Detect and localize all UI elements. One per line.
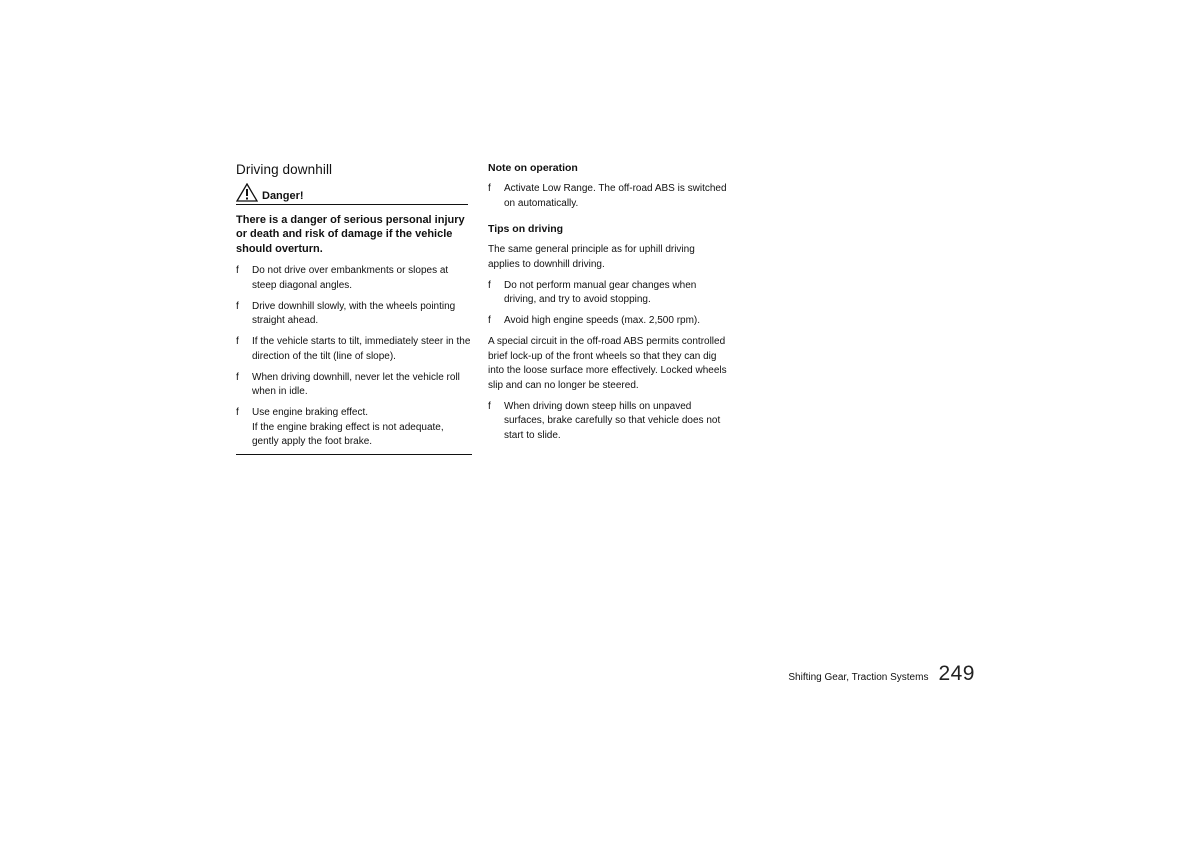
list-item bbox=[236, 371, 472, 400]
list-item bbox=[236, 300, 472, 329]
list-item bbox=[236, 406, 472, 450]
bullet-mark: f bbox=[488, 400, 491, 412]
list-item bbox=[236, 335, 472, 364]
page-number: 249 bbox=[938, 662, 975, 685]
bullet-text: Do not drive over embankments or slopes at steep diagonal angles. bbox=[252, 265, 449, 291]
bullet-text: Avoid high engine speeds (max. 2,500 rpm). bbox=[504, 315, 701, 326]
footer-section-title: Shifting Gear, Traction Systems bbox=[788, 672, 929, 683]
bullet-text: Use engine braking effect. bbox=[252, 407, 369, 419]
list-item bbox=[488, 400, 728, 444]
left-column bbox=[236, 162, 472, 455]
list-item bbox=[488, 314, 728, 329]
bullet-text: Do not perform manual gear changes when driving, and try to avoid stopping. bbox=[504, 279, 697, 305]
tips-heading: Tips on driving bbox=[488, 223, 564, 235]
bullet-mark: f bbox=[236, 265, 239, 277]
warning-triangle-icon bbox=[236, 183, 258, 202]
bullet-text: When driving downhill, never let the vehicle roll when in idle. bbox=[252, 371, 460, 398]
danger-end-rule bbox=[236, 454, 472, 455]
abs-paragraph: A special circuit in the off-road ABS permits controlled brief lock-up of the front wheels so that they can dig into the loose surface more effectively. Locked wheels slip and can no longer be steered. bbox=[488, 336, 727, 391]
page-footer bbox=[788, 662, 975, 686]
bullet-text: When driving down steep hills on unpaved surfaces, brake carefully so that vehicle does not start to slide. bbox=[504, 400, 721, 441]
right-column bbox=[488, 162, 728, 450]
final-bullet-list bbox=[488, 400, 728, 444]
bullet-mark: f bbox=[488, 183, 491, 194]
tips-bullet-list bbox=[488, 279, 728, 329]
danger-bullet-list bbox=[236, 264, 472, 450]
list-item bbox=[488, 279, 728, 308]
danger-header bbox=[236, 183, 468, 205]
bullet-mark: f bbox=[488, 279, 491, 291]
list-item bbox=[236, 264, 472, 293]
note-bullet-list bbox=[488, 182, 728, 211]
tips-intro: The same general principle as for uphill driving applies to downhill driving. bbox=[488, 244, 695, 270]
bullet-mark: f bbox=[236, 300, 239, 312]
list-item bbox=[488, 182, 728, 211]
bullet-text: Drive downhill slowly, with the wheels pointing straight ahead. bbox=[252, 300, 456, 327]
note-heading: Note on operation bbox=[488, 162, 578, 174]
bullet-mark: f bbox=[236, 407, 239, 419]
danger-label: Danger! bbox=[262, 190, 304, 202]
bullet-text: If the vehicle starts to tilt, immediately steer in the direction of the tilt (line of slope). bbox=[252, 336, 471, 362]
section-title: Driving downhill bbox=[236, 162, 333, 177]
bullet-mark: f bbox=[236, 371, 239, 383]
bullet-text: Activate Low Range. The off-road ABS is switched on automatically. bbox=[504, 183, 727, 209]
bullet-mark: f bbox=[236, 336, 239, 348]
bullet-mark: f bbox=[488, 315, 491, 326]
bullet-subtext: If the engine braking effect is not adequate, gently apply the foot brake. bbox=[252, 421, 444, 448]
danger-text: There is a danger of serious personal injury or death and risk of damage if the vehicle should overturn. bbox=[236, 214, 465, 255]
